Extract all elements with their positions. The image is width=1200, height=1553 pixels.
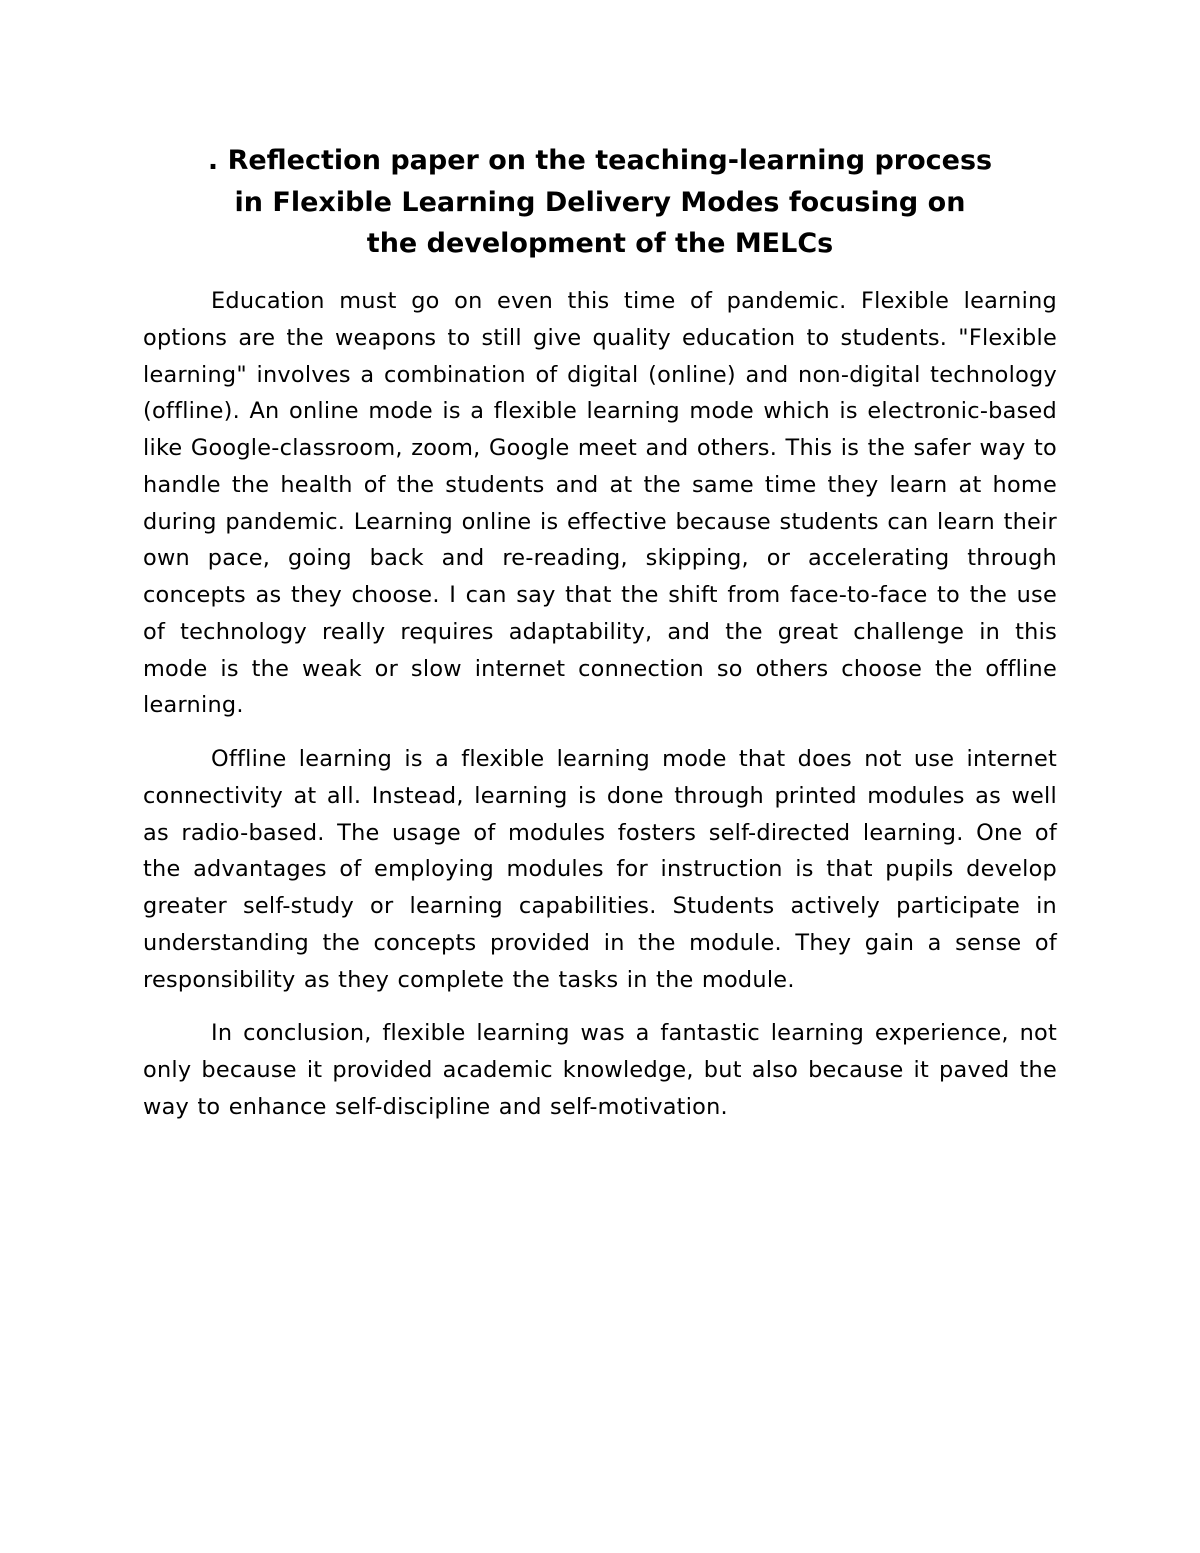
body-paragraph: Offline learning is a flexible learning mode that does not use internet connectivity at all. Instead, learning is done through printed modules as well as radio-based. The usage of modules fosters self-directed learning. One of the advantages of employing modules for instruction is that pupils develop greater self-study or learning capabilities. Students actively participate in understanding the concepts provided in the module. They gain a sense of responsibility as they complete the tasks in the module. (143, 746, 1057, 993)
document-body (143, 283, 1057, 1126)
body-paragraph: In conclusion, flexible learning was a fantastic learning experience, not only because it provided academic knowledge, but also because it paved the way to enhance self-discipline and self-motivation. (143, 1020, 1057, 1120)
title-line: . Reflection paper on the teaching-learning process (207, 145, 993, 176)
title-line: in Flexible Learning Delivery Modes focusing on (234, 186, 966, 218)
title-line: the development of the MELCs (366, 228, 834, 259)
document-title (120, 140, 1080, 265)
body-paragraph: Education must go on even this time of pandemic. Flexible learning options are the weapons to still give quality education to students. "Flexible learning" involves a combination of digital (online) and non-digital technology (offline). An online mode is a flexible learning mode which is electronic-based like Google-classroom, zoom, Google meet and others. This is the safer way to handle the health of the students and at the same time they learn at home during pandemic. Learning online is effective because students can learn their own pace, going back and re-reading, skipping, or accelerating through concepts as they choose. I can say that the shift from face-to-face to the use of technology really requires adaptability, and the great challenge in this mode is the weak or slow internet connection so others choose the offline learning. (143, 288, 1057, 719)
